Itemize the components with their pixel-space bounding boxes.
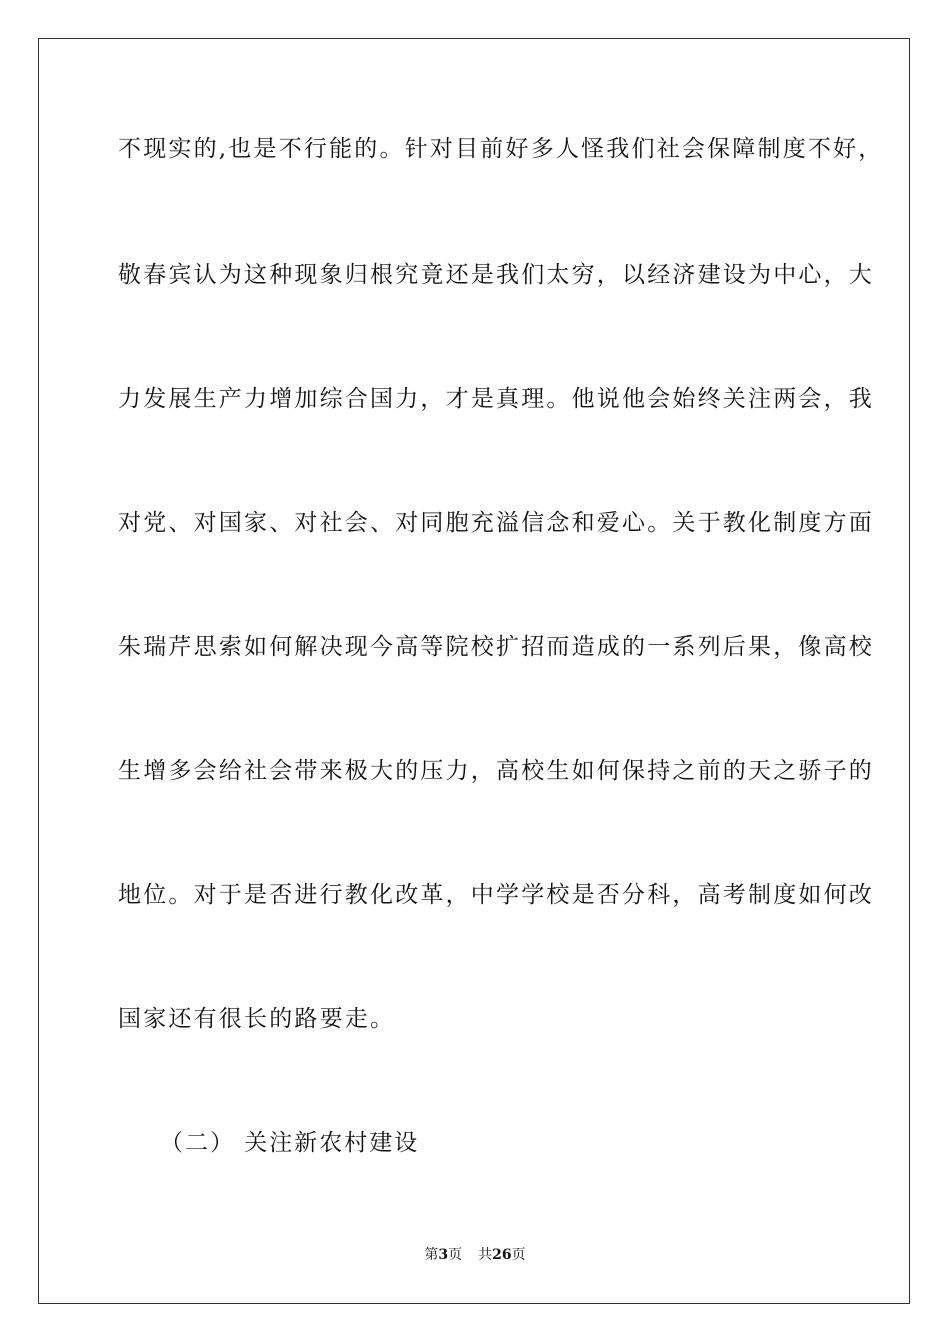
total-suffix: 页 <box>511 1247 526 1263</box>
body-line-7: 地位。对于是否进行教化改革，中学学校是否分科，高考制度如何改 <box>118 882 874 908</box>
body-line-6: 生增多会给社会带来极大的压力，高校生如何保持之前的天之骄子的 <box>118 758 874 784</box>
section-heading: （二） 关注新农村建设 <box>160 1130 420 1156</box>
total-prefix: 共 <box>478 1247 493 1263</box>
body-line-1: 不现实的,也是不行能的。针对目前好多人怪我们社会保障制度不好， <box>118 136 884 162</box>
body-line-4: 对党、对国家、对社会、对同胞充溢信念和爱心。关于教化制度方面 <box>118 510 874 536</box>
body-line-2: 敬春宾认为这种现象归根究竟还是我们太穷，以经济建设为中心，大 <box>118 262 874 288</box>
body-line-3: 力发展生产力增加综合国力，才是真理。他说他会始终关注两会，我 <box>118 386 874 412</box>
total-pages: 26 <box>492 1247 512 1263</box>
page-border <box>38 38 910 1304</box>
page-footer <box>0 1246 950 1264</box>
body-line-5: 朱瑞芹思索如何解决现今高等院校扩招而造成的一系列后果，像高校 <box>118 634 874 660</box>
page-number: 3 <box>438 1247 449 1263</box>
page-suffix: 页 <box>448 1247 463 1263</box>
body-line-8: 国家还有很长的路要走。 <box>118 1006 396 1032</box>
page-prefix: 第 <box>424 1247 439 1263</box>
